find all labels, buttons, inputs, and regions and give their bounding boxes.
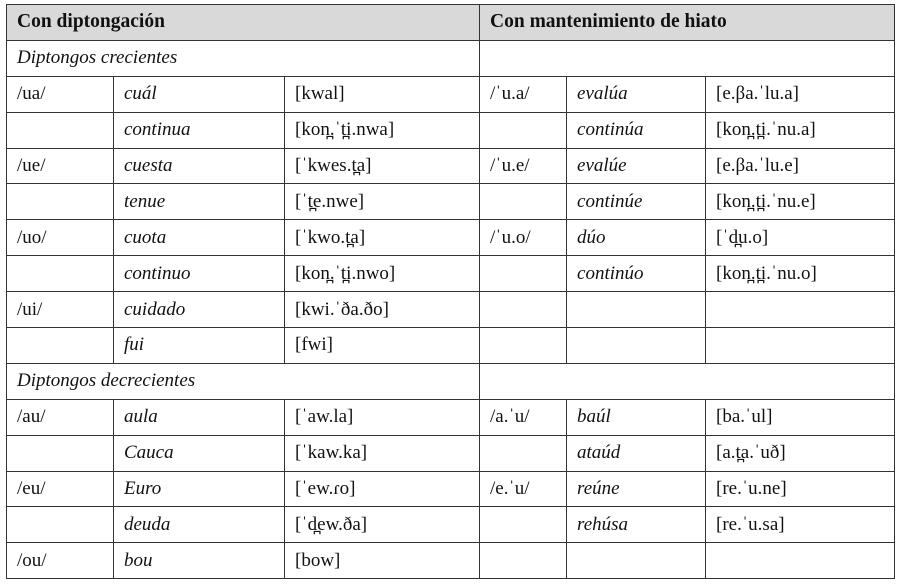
left-word-cell: bou xyxy=(114,543,285,579)
left-transcription-cell: [ˈkwo.t̪a] xyxy=(285,220,480,256)
table-row xyxy=(7,399,895,435)
right-word-cell: evalúa xyxy=(567,76,706,112)
left-word-cell: Euro xyxy=(114,471,285,507)
right-word-cell: rehúsa xyxy=(567,507,706,543)
section-row xyxy=(7,40,895,76)
right-word-cell: evalúe xyxy=(567,148,706,184)
table-row xyxy=(7,471,895,507)
section-label: Diptongos crecientes xyxy=(7,40,480,76)
left-transcription-cell: [ˈew.ɾo] xyxy=(285,471,480,507)
left-phoneme-cell xyxy=(7,256,114,292)
left-transcription-cell: [ˈt̪e.nwe] xyxy=(285,184,480,220)
right-transcription-cell xyxy=(706,543,895,579)
table-header-row xyxy=(7,5,895,41)
right-transcription-cell: [kon̪.t̪i.ˈnu.a] xyxy=(706,112,895,148)
left-phoneme-cell: /ua/ xyxy=(7,76,114,112)
table-row xyxy=(7,76,895,112)
left-word-cell: cuidado xyxy=(114,292,285,328)
header-con-hiato: Con mantenimiento de hiato xyxy=(480,5,895,41)
right-word-cell xyxy=(567,328,706,364)
right-transcription-cell: [kon̪.t̪i.ˈnu.e] xyxy=(706,184,895,220)
left-phoneme-cell: /uo/ xyxy=(7,220,114,256)
section-label: Diptongos decrecientes xyxy=(7,363,480,399)
left-transcription-cell: [fwi] xyxy=(285,328,480,364)
left-word-cell: Cauca xyxy=(114,435,285,471)
left-transcription-cell: [ˈaw.la] xyxy=(285,399,480,435)
table-row xyxy=(7,112,895,148)
right-phoneme-cell: /ˈu.a/ xyxy=(480,76,567,112)
table-row xyxy=(7,507,895,543)
right-phoneme-cell xyxy=(480,256,567,292)
right-transcription-cell: [a.t̪a.ˈuð] xyxy=(706,435,895,471)
right-transcription-cell: [ˈd̪u.o] xyxy=(706,220,895,256)
left-word-cell: cuál xyxy=(114,76,285,112)
left-phoneme-cell: /eu/ xyxy=(7,471,114,507)
left-phoneme-cell xyxy=(7,112,114,148)
right-phoneme-cell xyxy=(480,184,567,220)
left-transcription-cell: [kon̪.ˈt̪i.nwo] xyxy=(285,256,480,292)
right-phoneme-cell: /a.ˈu/ xyxy=(480,399,567,435)
right-phoneme-cell xyxy=(480,328,567,364)
left-word-cell: continuo xyxy=(114,256,285,292)
right-transcription-cell xyxy=(706,328,895,364)
left-word-cell: tenue xyxy=(114,184,285,220)
right-word-cell xyxy=(567,543,706,579)
table-row xyxy=(7,148,895,184)
left-phoneme-cell xyxy=(7,328,114,364)
right-phoneme-cell xyxy=(480,292,567,328)
right-phoneme-cell xyxy=(480,112,567,148)
right-word-cell: reúne xyxy=(567,471,706,507)
table-row xyxy=(7,256,895,292)
left-word-cell: cuota xyxy=(114,220,285,256)
section-empty-cell xyxy=(480,363,895,399)
left-transcription-cell: [kwi.ˈða.ðo] xyxy=(285,292,480,328)
table-row xyxy=(7,292,895,328)
left-phoneme-cell: /ui/ xyxy=(7,292,114,328)
right-word-cell xyxy=(567,292,706,328)
left-word-cell: deuda xyxy=(114,507,285,543)
left-transcription-cell: [kwal] xyxy=(285,76,480,112)
left-phoneme-cell: /ue/ xyxy=(7,148,114,184)
left-transcription-cell: [kon̪.ˈt̪i.nwa] xyxy=(285,112,480,148)
right-transcription-cell: [re.ˈu.sa] xyxy=(706,507,895,543)
table-row xyxy=(7,543,895,579)
right-phoneme-cell: /e.ˈu/ xyxy=(480,471,567,507)
left-phoneme-cell xyxy=(7,507,114,543)
right-phoneme-cell xyxy=(480,507,567,543)
left-transcription-cell: [ˈkwes.t̪a] xyxy=(285,148,480,184)
table-row xyxy=(7,435,895,471)
right-word-cell: dúo xyxy=(567,220,706,256)
right-word-cell: ataúd xyxy=(567,435,706,471)
right-transcription-cell: [re.ˈu.ne] xyxy=(706,471,895,507)
left-word-cell: continua xyxy=(114,112,285,148)
right-phoneme-cell xyxy=(480,435,567,471)
left-transcription-cell: [bow] xyxy=(285,543,480,579)
right-transcription-cell: [e.βa.ˈlu.e] xyxy=(706,148,895,184)
table-row xyxy=(7,220,895,256)
right-transcription-cell: [ba.ˈul] xyxy=(706,399,895,435)
header-con-diptongacion: Con diptongación xyxy=(7,5,480,41)
right-word-cell: continúe xyxy=(567,184,706,220)
table-row xyxy=(7,184,895,220)
left-transcription-cell: [ˈkaw.ka] xyxy=(285,435,480,471)
diphthong-hiatus-table xyxy=(6,4,895,579)
right-phoneme-cell: /ˈu.e/ xyxy=(480,148,567,184)
left-phoneme-cell xyxy=(7,184,114,220)
left-transcription-cell: [ˈd̪ew.ða] xyxy=(285,507,480,543)
left-word-cell: aula xyxy=(114,399,285,435)
left-phoneme-cell xyxy=(7,435,114,471)
right-phoneme-cell: /ˈu.o/ xyxy=(480,220,567,256)
left-phoneme-cell: /ou/ xyxy=(7,543,114,579)
right-transcription-cell xyxy=(706,292,895,328)
right-word-cell: baúl xyxy=(567,399,706,435)
right-transcription-cell: [e.βa.ˈlu.a] xyxy=(706,76,895,112)
table-body xyxy=(7,40,895,578)
section-empty-cell xyxy=(480,40,895,76)
right-word-cell: continúo xyxy=(567,256,706,292)
table-row xyxy=(7,328,895,364)
section-row xyxy=(7,363,895,399)
right-word-cell: continúa xyxy=(567,112,706,148)
left-word-cell: cuesta xyxy=(114,148,285,184)
right-phoneme-cell xyxy=(480,543,567,579)
left-word-cell: fui xyxy=(114,328,285,364)
right-transcription-cell: [kon̪.t̪i.ˈnu.o] xyxy=(706,256,895,292)
left-phoneme-cell: /au/ xyxy=(7,399,114,435)
